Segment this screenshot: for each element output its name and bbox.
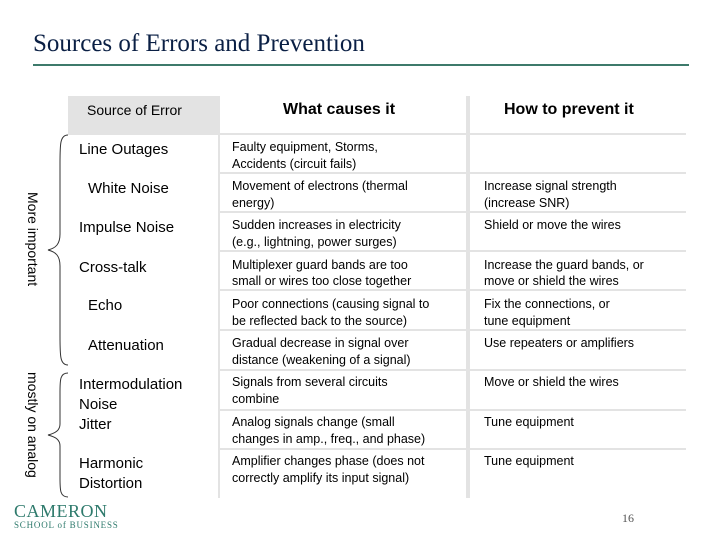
cause-line: Poor connections (causing signal to [232, 297, 430, 311]
prevent-line: move or shield the wires [484, 274, 619, 288]
prevent-line: Fix the connections, or [484, 297, 610, 311]
prevent-line: Tune equipment [484, 454, 574, 468]
cameron-logo: CAMERON SCHOOL of BUSINESS [14, 501, 119, 530]
cause-line: Amplifier changes phase (does not [232, 454, 425, 468]
source-name: Line Outages [79, 141, 169, 158]
prevent-line: Increase the guard bands, or [484, 258, 644, 272]
source-name: Attenuation [88, 337, 164, 354]
prevent-line: Increase signal strength [484, 179, 617, 193]
upper-bracket [44, 134, 70, 366]
source-name: Echo [88, 297, 123, 314]
cause-line: Movement of electrons (thermal [232, 179, 408, 193]
title-divider [33, 64, 689, 66]
cause-line: be reflected back to the source) [232, 314, 408, 328]
header-prevent-label: How to prevent it [504, 101, 634, 118]
cause-line: combine [232, 392, 280, 406]
source-name: Intermodulation Noise [79, 376, 183, 413]
prevent-line: Move or shield the wires [484, 375, 619, 389]
source-name: Jitter [79, 416, 112, 433]
source-name: Impulse Noise [79, 219, 175, 236]
cause-line: Signals from several circuits [232, 375, 388, 389]
source-name: Cross-talk [79, 259, 147, 276]
prevent-line: (increase SNR) [484, 196, 570, 210]
more-important-label: More important [25, 192, 41, 287]
cause-line: Sudden increases in electricity [232, 218, 401, 232]
cause-line: Multiplexer guard bands are too [232, 258, 408, 272]
cause-line: correctly amplify its input signal) [232, 471, 410, 485]
cause-line: distance (weakening of a signal) [232, 353, 411, 367]
mostly-on-analog-label: mostly on analog [25, 372, 41, 478]
cause-line: Faulty equipment, Storms, [232, 140, 378, 154]
prevent-line: Tune equipment [484, 415, 574, 429]
cause-line: energy) [232, 196, 275, 210]
cause-line: changes in amp., freq., and phase) [232, 432, 426, 446]
header-source: Source of Error [87, 102, 182, 118]
cause-line: small or wires too close together [232, 274, 412, 288]
header-cause-label: What causes it [283, 101, 396, 118]
prevent-line: tune equipment [484, 314, 571, 328]
lower-bracket [44, 372, 70, 498]
prevent-line: Shield or move the wires [484, 218, 621, 232]
cause-line: Gradual decrease in signal over [232, 336, 409, 350]
cause-line: Accidents (circuit fails) [232, 157, 357, 171]
prevent-line: Use repeaters or amplifiers [484, 336, 635, 350]
cause-line: Analog signals change (small [232, 415, 395, 429]
source-name: White Noise [88, 180, 169, 197]
page-number: 16 [622, 511, 634, 525]
cause-line: (e.g., lightning, power surges) [232, 235, 397, 249]
slide-title: Sources of Errors and Prevention [33, 30, 365, 57]
source-name: Harmonic Distortion [79, 455, 144, 492]
